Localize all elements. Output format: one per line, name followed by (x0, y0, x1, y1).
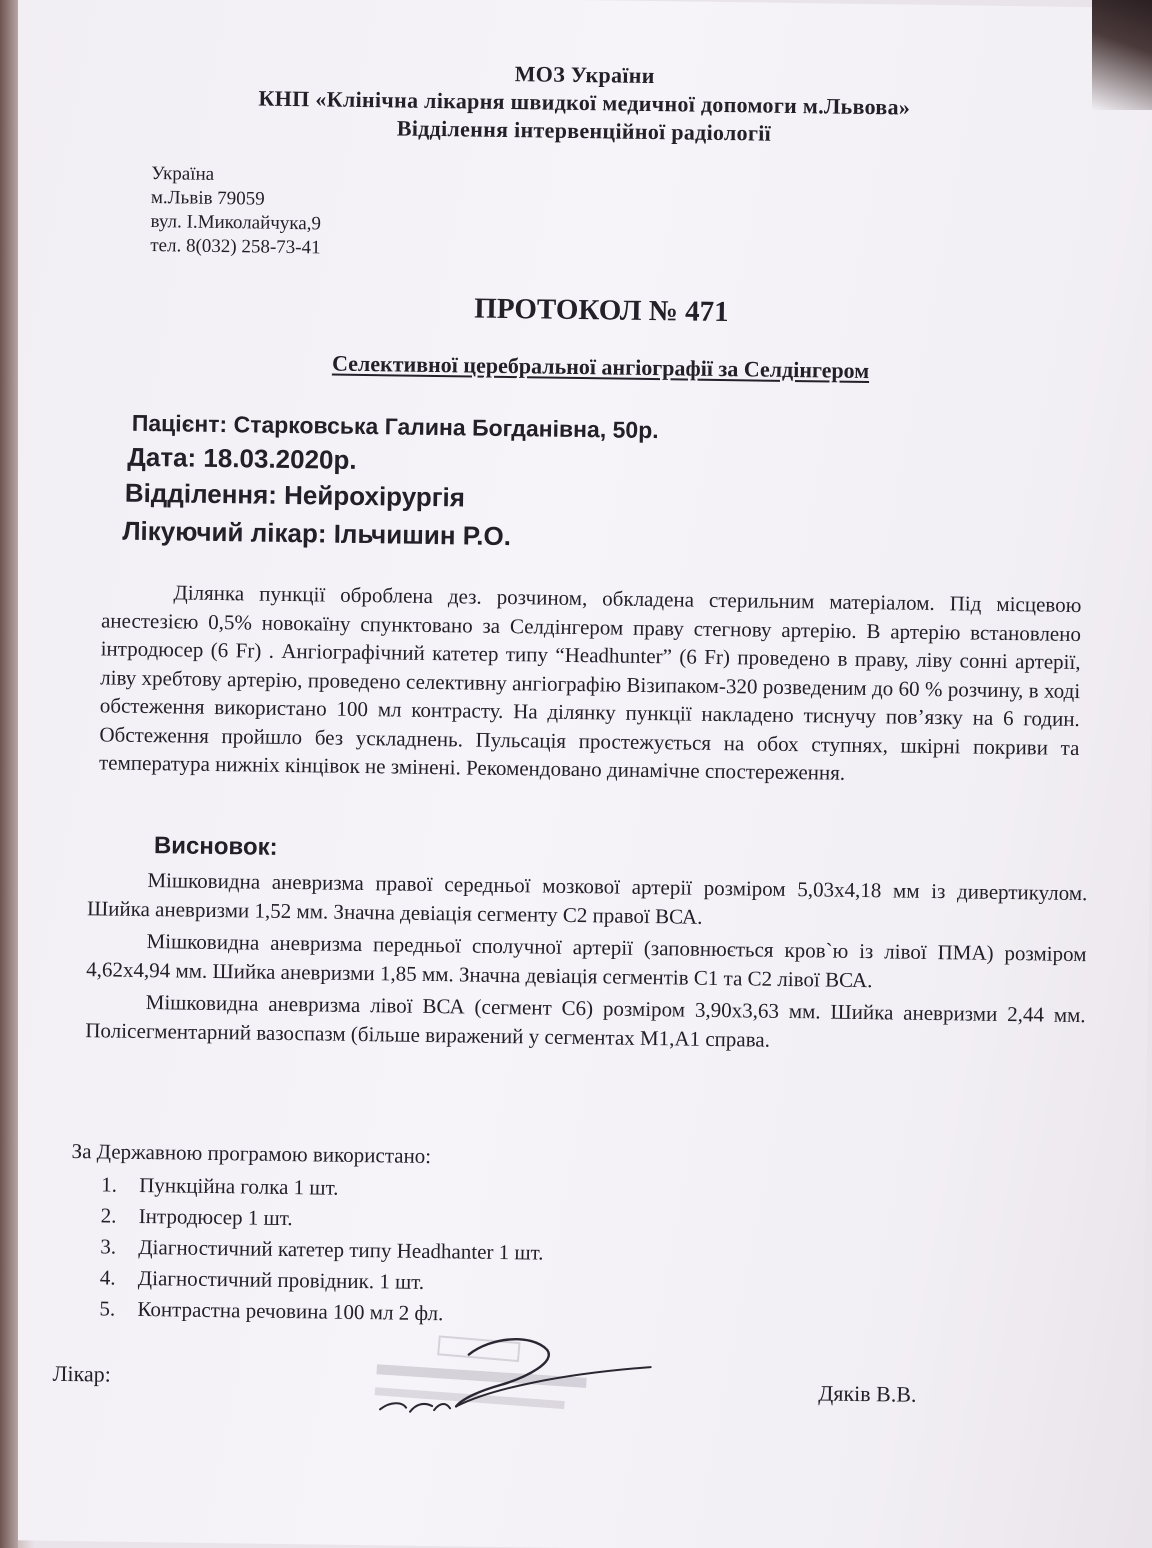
conclusion-paragraph: Мішковидна аневризма лівої ВСА (сегмент С6) розміром 3,90х3,63 мм. Шийка аневризми 2,44 мм. Полісегментарний вазоспазм (більше виражений у сегментах М1,А1 справа. (85, 990, 1086, 1052)
procedure-text: Ділянка пункції оброблена дез. розчином, обкладена стерильним матеріалом. Під місцевою анестезією 0,5% новокаїну спунктовано за Селдінгером праву стегнову артерію. В артерію встановлено інтродюсер (6 Fr) . Ангіографічний катетер типу “Headhunter” (6 Fr) проведено в праву, ліву сонні артерії, ліву хребтову артерію, проведено селективну ангіографію Візипаком-320 розведеним до 60 % розчину, в ході обстеження використано 100 мл контрасту. На ділянку пункції накладено тиснучу пов’язку на 6 годин. Обстеження пройшло без ускладнень. Пульсація простежується на обох ступнях, шкірні покриви та температура нижніх кінцівок не змінені. Рекомендовано динамічне спостереження. (98, 580, 1082, 785)
corner-shadow (1092, 0, 1152, 110)
conclusion-paragraph: Мішковидна аневризма передньої сполучної артерії (заповнюється кров`ю із лівої ПМА) розміром 4,62х4,94 мм. Шийка аневризми 1,85 мм. Значна девіація сегментів С1 та С2 лівої ВСА. (86, 929, 1087, 992)
address-country: Україна (151, 163, 215, 185)
doctor-line: Лікуючий лікар: Ільчишин Р.О. (122, 515, 512, 552)
signature-graphic (350, 1317, 672, 1431)
signature-label: Лікар: (52, 1360, 111, 1387)
address-street: вул. І.Миколайчука,9 (150, 211, 322, 235)
patient-line: Пацієнт: Старковська Галина Богданівна, 50р. (131, 409, 659, 444)
program-intro: За Державною програмою використано: (71, 1139, 432, 1169)
ministry-header: МОЗ України (514, 61, 655, 89)
handwritten-signature (350, 1317, 672, 1436)
conclusion-body (85, 865, 1087, 1062)
address-phone: тел. 8(032) 258-73-41 (150, 235, 321, 259)
list-item-text: Пункційна голка 1 шт. (139, 1172, 339, 1200)
conclusion-paragraph: Мішковидна аневризма правої середньої мозкової артерії розміром 5,03х4,18 мм із дивертикулом. Шийка аневризми 1,52 мм. Значна девіація сегменту С2 правої ВСА. (86, 868, 1088, 929)
list-item-number: 2. (100, 1203, 117, 1228)
list-item-number: 1. (101, 1172, 118, 1197)
conclusion-title: Висновок: (153, 832, 278, 861)
list-item-number: 4. (99, 1265, 116, 1290)
list-item-text: Діагностичний провідник. 1 шт. (137, 1265, 425, 1294)
list-item-text: Діагностичний катетер типу Headhanter 1 шт. (138, 1234, 544, 1265)
doctor-signature-name: Дяків В.В. (818, 1380, 917, 1407)
list-item-number: 5. (99, 1296, 116, 1321)
address-block (150, 162, 322, 260)
department-line: Відділення: Нейрохірургія (124, 477, 466, 513)
date-line: Дата: 18.03.2020р. (127, 441, 357, 475)
protocol-title: ПРОТОКОЛ № 471 (474, 292, 729, 329)
protocol-subtitle: Селективної церебральної ангіографії за Селдінгером (331, 350, 870, 384)
hospital-header: КНП «Клінічна лікарня швидкої медичної допомоги м.Львова» (258, 85, 911, 120)
address-city: м.Львів 79059 (150, 187, 265, 210)
list-item-number: 3. (100, 1234, 117, 1259)
program-items-list (99, 1169, 544, 1330)
list-item-text: Інтродюсер 1 шт. (138, 1203, 293, 1231)
paper-left-edge (0, 0, 18, 1548)
department-header: Відділення інтервенційної радіології (396, 115, 772, 146)
procedure-description (99, 577, 1082, 790)
list-item-text: Контрастна речовина 100 мл 2 фл. (137, 1296, 444, 1326)
